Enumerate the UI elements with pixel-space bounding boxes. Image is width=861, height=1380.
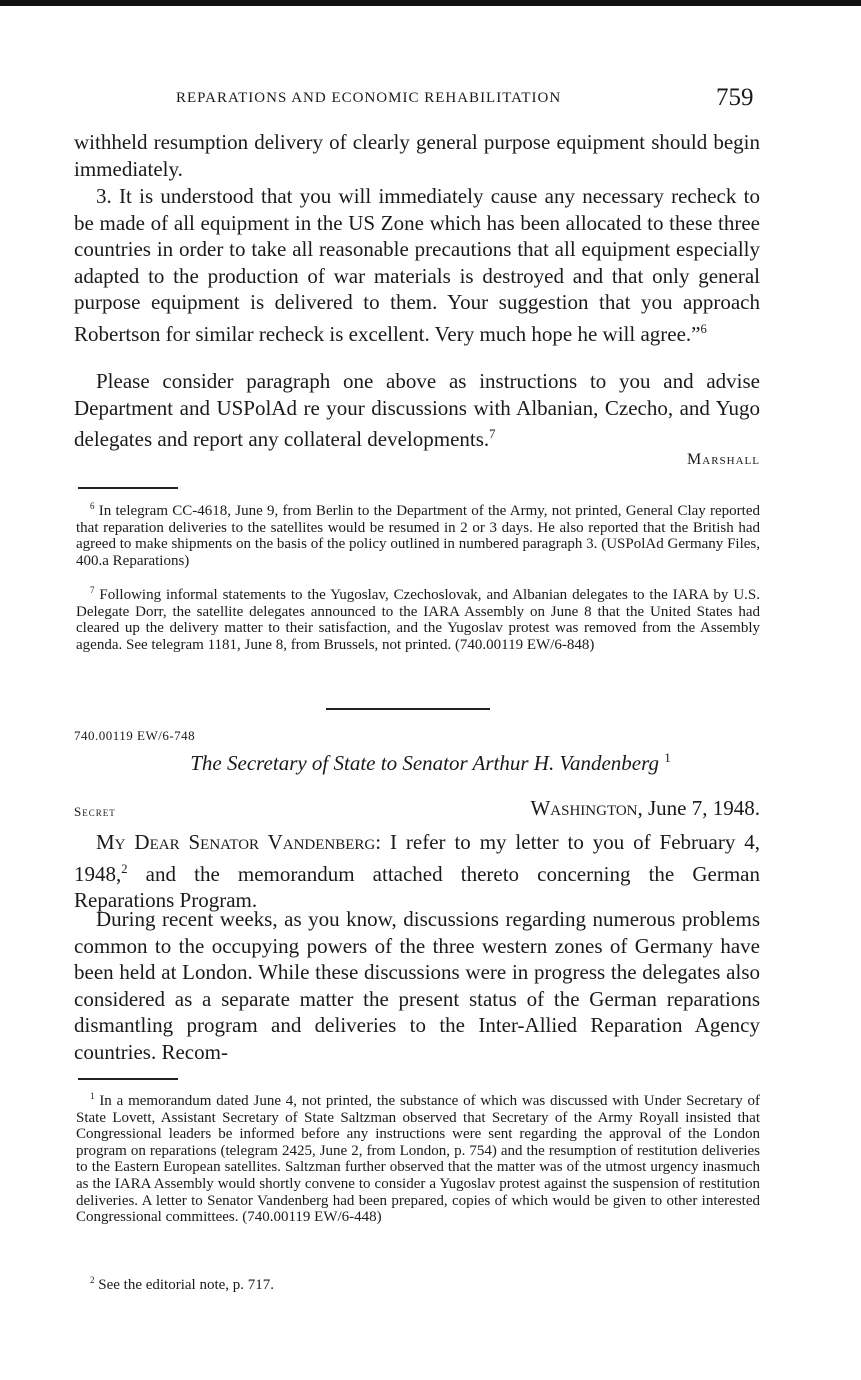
footnote-divider: [78, 487, 178, 489]
salutation: My Dear Senator Vandenberg: [96, 830, 376, 854]
letter-opening-paragraph: My Dear Senator Vandenberg: I refer to my letter to you of February 4, 1948,$^2$ and the memorandum attached thereto concerning the German Reparations Program.: [74, 830, 761, 913]
footnote-2: $^2$ See the editorial note, p. 717.: [90, 1275, 275, 1293]
page-number: 759: [716, 84, 754, 111]
footnote-divider-2: [78, 1078, 178, 1080]
classification: Secret: [74, 804, 116, 819]
signature-marshall: Marshall: [687, 451, 760, 468]
footnote-ref-7: 7: [489, 427, 496, 442]
page-top-border: [0, 0, 861, 6]
title-footnote-ref: 1: [664, 750, 671, 765]
paragraph-continued: withheld resumption delivery of clearly general purpose equipment should begin immediately.: [74, 130, 760, 181]
document-title: The Secretary of State to Senator Arthur H. Vandenberg $^1$: [190, 750, 671, 775]
footnote-ref-6: 6: [700, 321, 707, 336]
footnote-1: $^1$ In a memorandum dated June 4, not printed, the substance of which was discussed with Under Secretary of State Lovett, Assistant Secretary of State Saltzman observed that Secretary of the Army Royall insisted that Congressional leaders be informed before any instructions were sent regarding the approval of the London program on reparations (telegram 2425, June 2, from London, p. 754) and the resumption of restitution deliveries to the Eastern European satellites. Saltzman further observed that the matter was of the utmost urgency inasmuch as the IARA Assembly would shortly convene to consider a Yugoslav protest against the suspension of restitution deliveries. A letter to Senator Vandenberg had been prepared, copies of which would be given to other interested Congressional committees. (740.00119 EW/6-448): [76, 1091, 761, 1226]
running-head: REPARATIONS AND ECONOMIC REHABILITATION: [176, 90, 562, 106]
file-number: 740.00119 EW/6-748: [74, 728, 196, 743]
paragraph-instructions: Please consider paragraph one above as instructions to you and advise Department and USPolAd re your discussions with Albanian, Czecho, and Yugo delegates and report any collateral developments.$^7$: [74, 369, 760, 452]
section-divider: [326, 708, 490, 710]
footnote-7: $^7$ Following informal statements to the Yugoslav, Czechoslovak, and Albanian delegates to the IARA by U.S. Delegate Dorr, the satellite delegates announced to the IARA Assembly on June 8 that the United States had cleared up the delivery matter to their satisfaction, and the Yugoslav protest was removed from the Assembly agenda. See telegram 1181, June 8, from Brussels, not printed. (740.00119 EW/6-848): [76, 585, 761, 653]
page-header: [0, 84, 861, 114]
footnote-ref-2: 2: [121, 861, 128, 876]
letter-paragraph-2: During recent weeks, as you know, discussions regarding numerous problems common to the occupying powers of the three western zones of Germany have been held at London. While these discussions were in progress the delegates also considered as a separate matter the present status of the German reparations dismantling program and deliveries to the Inter-Allied Reparation Agency countries. Recom-: [74, 907, 760, 1064]
place-date: Washington, June 7, 1948.: [530, 796, 760, 820]
footnote-6: $^6$ In telegram CC-4618, June 9, from Berlin to the Department of the Army, not printed, General Clay reported that reparation deliveries to the satellites would be resumed in 2 or 3 days. He also reported that the British had agreed to make shipments on the basis of the policy outlined in numbered paragraph 3. (USPolAd Germany Files, 400.a Reparations): [76, 501, 761, 569]
paragraph-item-3: 3. It is understood that you will immediately cause any necessary recheck to be made of all equipment in the US Zone which has been allocated to these three countries in order to take all reasonable precautions that all equipment especially adapted to the production of war materials is destroyed and that only general purpose equipment is delivered to them. Your suggestion that you approach Robertson for similar recheck is excellent. Very much hope he will agree.”$^6$: [74, 184, 760, 346]
